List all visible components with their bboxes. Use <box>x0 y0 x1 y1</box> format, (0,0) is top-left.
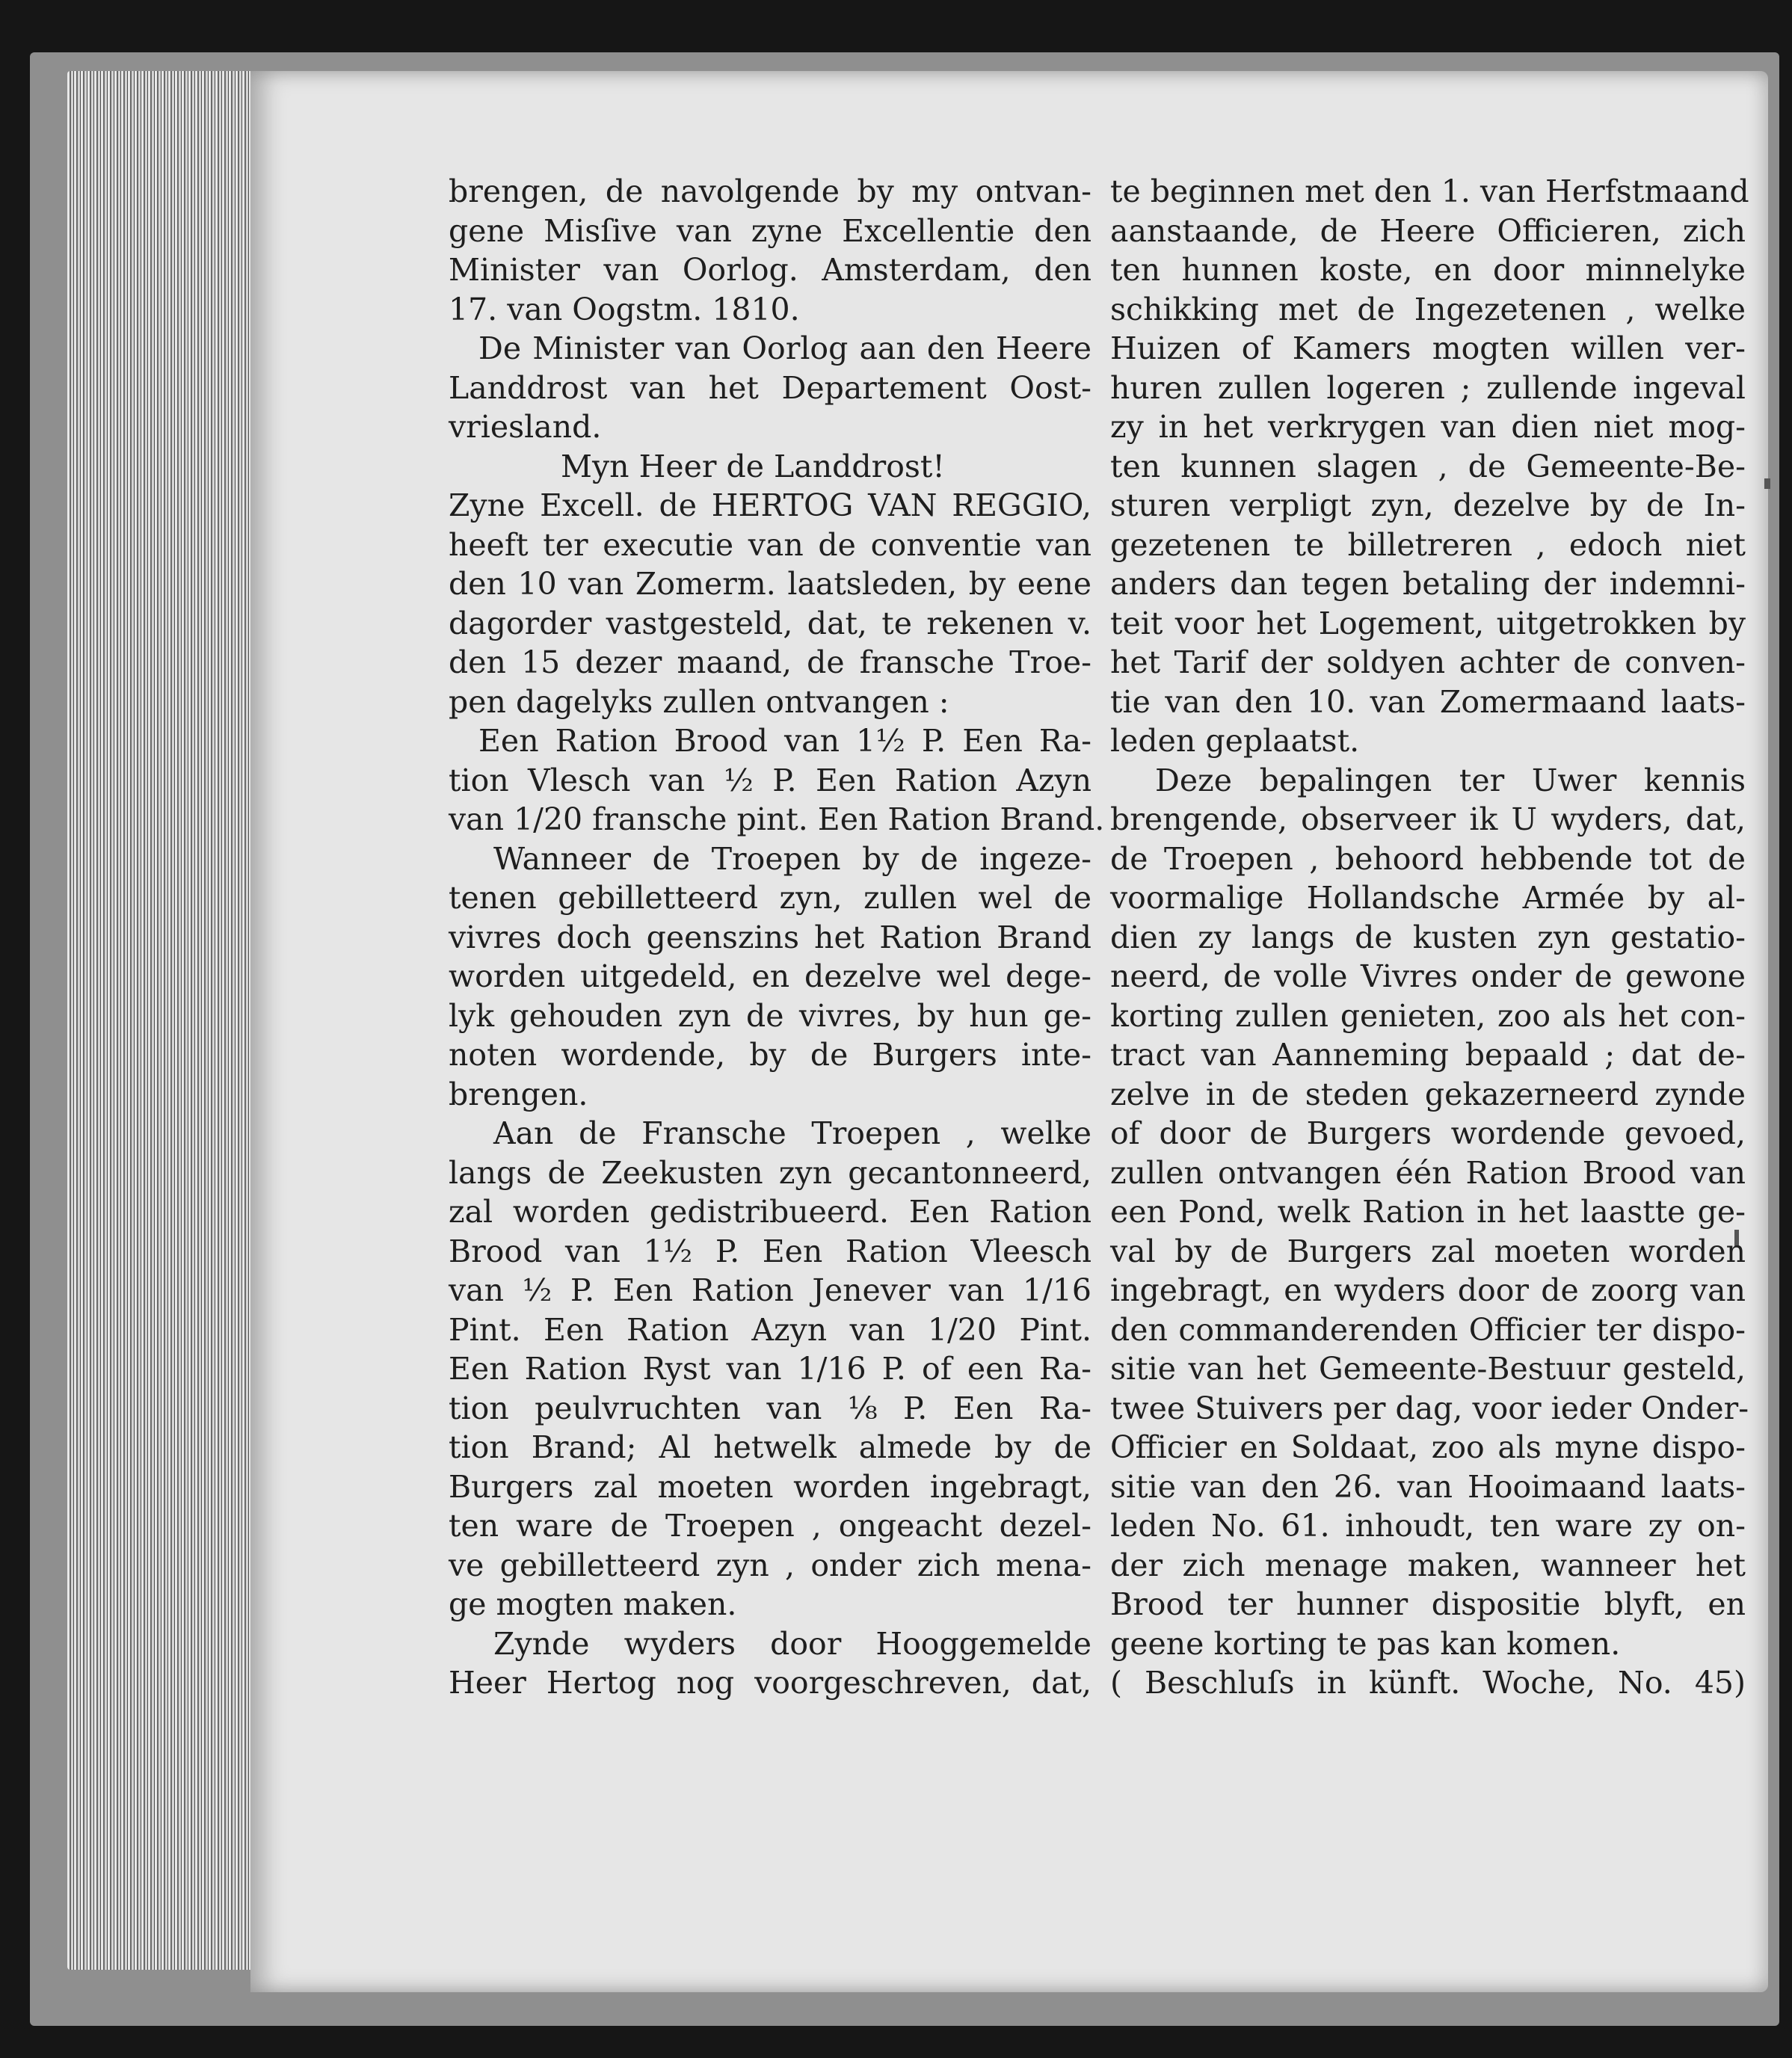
text-line: pen dagelyks zullen ontvangen : <box>449 683 949 720</box>
text-line: Brood van 1½ P. Een Ration Vleesch <box>449 1233 1091 1269</box>
text-line: voormalige Hollandsche Armée by al- <box>1110 880 1746 916</box>
text-line: dien zy langs de kusten zyn gestatio- <box>1110 919 1746 955</box>
text-line: ( Beschluſs in künft. Woche, No. 45) <box>1110 1665 1746 1701</box>
text-line: Een Ration Brood van 1½ P. Een Ra- <box>478 723 1091 759</box>
text-line: val by de Burgers zal moeten worden <box>1110 1233 1746 1269</box>
text-line: ge mogten maken. <box>449 1586 737 1622</box>
text-line: Burgers zal moeten worden ingebragt, <box>449 1468 1091 1505</box>
text-line: aanstaande, de Heere Officieren, zich <box>1110 212 1746 249</box>
text-line: teit voor het Logement, uitgetrokken by <box>1110 605 1746 641</box>
text-line: het Tarif der soldyen achter de conven- <box>1110 644 1746 680</box>
right-text-column <box>1110 172 1749 1703</box>
text-line: sturen verpligt zyn, dezelve by de In- <box>1110 487 1746 523</box>
text-line: zal worden gedistribueerd. Een Ration <box>449 1194 1091 1230</box>
text-line: ten ware de Troepen , ongeacht dezel- <box>449 1508 1091 1544</box>
text-line: den 15 dezer maand, de fransche Troe- <box>449 644 1091 680</box>
text-line: 17. van Oogstm. 1810. <box>449 291 800 327</box>
text-line: leden geplaatst. <box>1110 723 1360 759</box>
text-line: brengen. <box>449 1076 588 1112</box>
text-line: zullen ontvangen één Ration Brood van <box>1110 1154 1746 1191</box>
text-line: gezetenen te billetreren , edoch niet <box>1110 526 1746 563</box>
text-line: Officier en Soldaat, zoo als myne dispo- <box>1110 1429 1746 1465</box>
text-line: den commanderenden Officier ter dispo- <box>1110 1311 1746 1348</box>
text-line: Huizen of Kamers mogten willen ver- <box>1110 330 1746 366</box>
text-line: tion Vlesch van ½ P. Een Ration Azyn <box>449 762 1091 798</box>
text-line: twee Stuivers per dag, voor ieder Onder- <box>1110 1390 1749 1426</box>
text-line: ten kunnen slagen , de Gemeente-Be- <box>1110 448 1746 484</box>
left-text-column <box>449 172 1105 1703</box>
text-line: brengende, observeer ik U wyders, dat, <box>1110 801 1746 837</box>
text-line: noten wordende, by de Burgers inte- <box>449 1037 1091 1073</box>
text-line: Myn Heer de Landdrost! <box>561 448 945 484</box>
text-line: tract van Aanneming bepaald ; dat de- <box>1110 1037 1746 1073</box>
text-line: te beginnen met den 1. van Herfstmaand <box>1110 173 1749 209</box>
text-line: worden uitgedeld, en dezelve wel dege- <box>449 958 1091 994</box>
text-line: korting zullen genieten, zoo als het con- <box>1110 997 1746 1034</box>
text-line: dagorder vastgesteld, dat, te rekenen v. <box>449 605 1091 641</box>
text-line: Brood ter hunner dispositie blyft, en <box>1110 1586 1746 1622</box>
text-line: Zynde wyders door Hooggemelde <box>493 1625 1091 1662</box>
text-line: ve gebilletteerd zyn , onder zich mena- <box>449 1547 1091 1583</box>
text-line: tion Brand; Al hetwelk almede by de <box>449 1429 1091 1465</box>
text-line: Een Ration Ryst van 1/16 P. of een Ra- <box>449 1351 1091 1387</box>
text-line: gene Misſive van zyne Excellentie den <box>449 212 1091 249</box>
text-line: Deze bepalingen ter Uwer kennis <box>1155 762 1746 798</box>
text-line: tion peulvruchten van ⅛ P. Een Ra- <box>449 1390 1091 1426</box>
text-line: neerd, de volle Vivres onder de gewone <box>1110 958 1746 994</box>
text-line: De Minister van Oorlog aan den Heere <box>478 330 1091 366</box>
ink-speck <box>1764 478 1770 489</box>
text-line: Aan de Fransche Troepen , welke <box>493 1115 1091 1151</box>
text-line: langs de Zeekusten zyn gecantonneerd, <box>449 1154 1091 1191</box>
text-line: schikking met de Ingezetenen , welke <box>1110 291 1746 327</box>
text-line: sitie van den 26. van Hooimaand laats- <box>1110 1468 1746 1505</box>
text-line: Pint. Een Ration Azyn van 1/20 Pint. <box>449 1311 1091 1348</box>
text-line: tie van den 10. van Zomermaand laats- <box>1110 683 1746 720</box>
text-line: heeft ter executie van de conventie van <box>449 526 1091 563</box>
text-line: een Pond, welk Ration in het laastte ge- <box>1110 1194 1746 1230</box>
text-line: zy in het verkrygen van dien niet mog- <box>1110 409 1746 445</box>
text-line: ingebragt, en wyders door de zoorg van <box>1110 1272 1746 1308</box>
text-line: geene korting te pas kan komen. <box>1110 1625 1621 1662</box>
text-line: de Troepen , behoord hebbende tot de <box>1110 840 1746 877</box>
text-line: sitie van het Gemeente-Bestuur gesteld, <box>1110 1351 1746 1387</box>
text-line: tenen gebilletteerd zyn, zullen wel de <box>449 880 1091 916</box>
text-line: zelve in de steden gekazerneerd zynde <box>1110 1076 1746 1112</box>
text-line: van ½ P. Een Ration Jenever van 1/16 <box>449 1272 1091 1308</box>
text-line: brengen, de navolgende by my ontvan- <box>449 173 1091 209</box>
text-line: leden No. 61. inhoudt, ten ware zy on- <box>1110 1508 1746 1544</box>
text-line: Landdrost van het Departement Oost- <box>449 369 1091 406</box>
text-line: ten hunnen koste, en door minnelyke <box>1110 252 1746 288</box>
text-line: Zyne Excell. de HERTOG VAN REGGIO, <box>449 487 1091 523</box>
text-line: vriesland. <box>449 409 602 445</box>
text-line: anders dan tegen betaling der indemni- <box>1110 566 1746 602</box>
text-line: Heer Hertog nog voorgeschreven, dat, <box>449 1665 1091 1701</box>
text-line: Wanneer de Troepen by de ingeze- <box>493 840 1091 877</box>
text-line: lyk gehouden zyn de vivres, by hun ge- <box>449 997 1091 1034</box>
text-line: of door de Burgers wordende gevoed, <box>1110 1115 1746 1151</box>
text-line: huren zullen logeren ; zullende ingeval <box>1110 369 1746 406</box>
text-line: Minister van Oorlog. Amsterdam, den <box>449 252 1091 288</box>
page-edges <box>67 71 254 1970</box>
text-line: den 10 van Zomerm. laatsleden, by eene <box>449 566 1091 602</box>
text-line: vivres doch geenszins het Ration Brand <box>449 919 1091 955</box>
text-line: der zich menage maken, wanneer het <box>1110 1547 1746 1583</box>
text-line: van 1/20 fransche pint. Een Ration Brand. <box>449 801 1105 837</box>
